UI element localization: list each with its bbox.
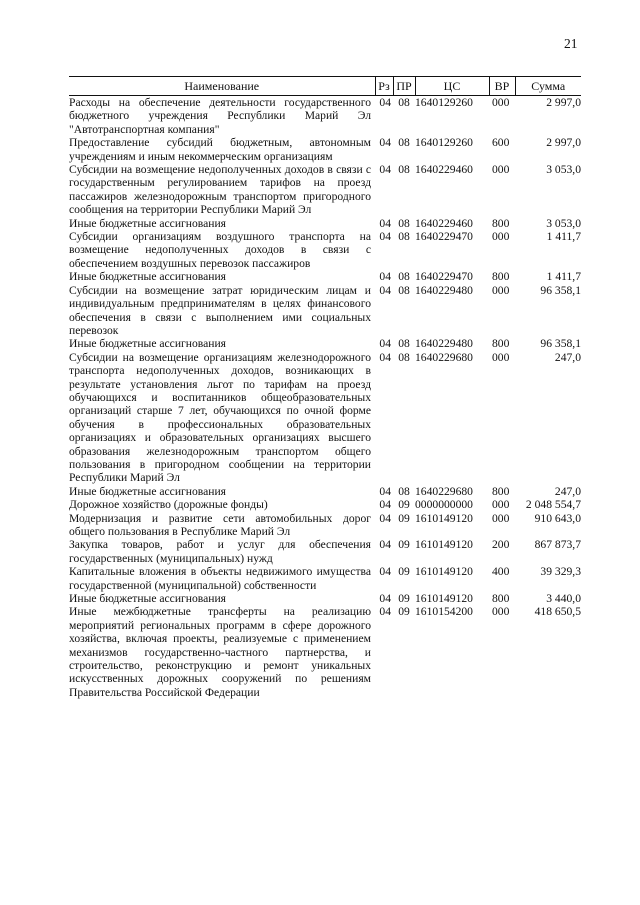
table-row [69,217,581,230]
row-vr: 400 [492,565,510,579]
row-name: Закупка товаров, работ и услуг для обеспечения государственных (муниципальных) нужд [69,538,371,565]
row-name: Иные межбюджетные трансферты на реализацию мероприятий региональных программ в сфере дорожного хозяйства, включая проекты, реализуемые с применением механизмов государственно-частного партнерства, и строительство, реконструкцию и ремонт уникальных искусственных дорожных сооружений по решениям Правительства Российской Федерации [69,605,371,699]
row-pr: 08 [398,216,410,230]
row-cs: 1610149120 [415,511,473,525]
row-rz: 04 [379,96,391,109]
row-sum: 3 053,0 [546,163,581,177]
table-header-row [69,77,581,96]
row-rz: 04 [379,230,391,244]
row-vr: 000 [492,163,510,177]
header-cs: ЦС [415,77,489,96]
row-sum: 910 643,0 [534,511,581,525]
row-cs: 1640229460 [415,163,473,177]
row-cs: 1640229480 [415,283,473,297]
row-pr: 08 [398,163,410,177]
row-rz: 04 [379,270,391,284]
row-pr: 08 [398,484,410,498]
row-rz: 04 [379,538,391,552]
header-sum: Сумма [515,77,581,96]
row-sum: 1 411,7 [546,270,581,284]
row-rz: 04 [379,163,391,177]
row-name: Иные бюджетные ассигнования [69,484,226,498]
table-row [69,136,581,163]
row-vr: 800 [492,270,510,284]
row-cs: 1640229480 [415,337,473,351]
row-name: Дорожное хозяйство (дорожные фонды) [69,498,268,512]
row-sum: 418 650,5 [534,605,581,619]
row-sum: 96 358,1 [540,283,581,297]
row-sum: 39 329,3 [540,565,581,579]
budget-table [69,76,581,699]
table-row [69,565,581,592]
row-sum: 2 048 554,7 [525,498,581,512]
row-name: Предоставление субсидий бюджетным, автономным учреждениям и иным некоммерческим организациям [69,136,371,163]
row-sum: 247,0 [554,350,581,364]
row-name: Субсидии на возмещение недополученных доходов в связи с государственным регулированием тарифов на проезд пассажиров железнодорожным транспортом пригородного сообщения на территории Республики Марий Эл [69,163,371,217]
row-rz: 04 [379,283,391,297]
row-vr: 800 [492,216,510,230]
table-row [69,605,581,699]
table-row [69,592,581,605]
row-cs: 1640229460 [415,216,473,230]
row-vr: 000 [492,511,510,525]
table-row [69,498,581,511]
row-cs: 1610154200 [415,605,473,619]
row-vr: 800 [492,592,510,606]
row-pr: 09 [398,605,410,619]
row-name: Иные бюджетные ассигнования [69,337,226,351]
row-pr: 09 [398,565,410,579]
header-name: Наименование [69,77,375,96]
row-sum: 3 440,0 [546,592,581,606]
row-name: Капитальные вложения в объекты недвижимого имущества государственной (муниципальной) собственности [69,565,371,592]
table-row [69,512,581,539]
row-pr: 08 [398,230,410,244]
row-rz: 04 [379,498,391,512]
table-row [69,351,581,485]
page-number: 21 [564,36,578,51]
row-pr: 08 [398,96,410,109]
row-name: Иные бюджетные ассигнования [69,216,226,230]
row-cs: 1640229470 [415,230,473,244]
row-sum: 3 053,0 [546,216,581,230]
row-cs: 1640129260 [415,136,473,150]
row-name: Субсидии на возмещение организациям железнодорожного транспорта недополученных доходов, возникающих в результате установления льгот по тарифам на проезд обучающихся и воспитанников общеобразовательных организаций старше 7 лет, обучающихся по очной форме обучения в профессиональных образовательных организациях и образовательных организациях высшего образования железнодорожным транспортом общего пользования в пригородном сообщении на территории Республики Марий Эл [69,350,371,485]
row-name: Иные бюджетные ассигнования [69,592,226,606]
row-vr: 000 [492,498,510,512]
row-sum: 867 873,7 [534,538,581,552]
row-vr: 800 [492,337,510,351]
header-rz: Рз [375,77,393,96]
table-row [69,163,581,217]
row-pr: 09 [398,498,410,512]
table-row [69,96,581,137]
row-sum: 96 358,1 [540,337,581,351]
row-name: Субсидии организациям воздушного транспорта на возмещение недополученных доходов в связи с обеспечением воздушных перевозок пассажиров [69,230,371,270]
row-pr: 09 [398,538,410,552]
row-cs: 1640129260 [415,96,473,109]
row-vr: 000 [492,605,510,619]
row-name: Иные бюджетные ассигнования [69,270,226,284]
row-sum: 2 997,0 [546,96,581,109]
table-body [69,96,581,700]
row-sum: 1 411,7 [546,230,581,244]
row-rz: 04 [379,511,391,525]
row-pr: 08 [398,350,410,364]
row-vr: 200 [492,538,510,552]
row-rz: 04 [379,136,391,150]
row-vr: 000 [492,230,510,244]
table-row [69,284,581,338]
row-cs: 1640229470 [415,270,473,284]
table-row [69,230,581,270]
row-pr: 08 [398,270,410,284]
row-cs: 1640229680 [415,484,473,498]
row-rz: 04 [379,484,391,498]
row-rz: 04 [379,337,391,351]
row-name: Модернизация и развитие сети автомобильных дорог общего пользования в Республике Марий Эл [69,511,371,538]
row-vr: 000 [492,350,510,364]
row-sum: 2 997,0 [546,136,581,150]
table-row [69,270,581,283]
row-pr: 09 [398,511,410,525]
row-name: Расходы на обеспечение деятельности государственного бюджетного учреждения Республики Марий Эл "Автотранспортная компания" [69,96,371,136]
row-sum: 247,0 [554,484,581,498]
row-pr: 09 [398,592,410,606]
row-cs: 1610149120 [415,592,473,606]
row-rz: 04 [379,592,391,606]
header-vr: ВР [489,77,515,96]
row-cs: 1610149120 [415,565,473,579]
row-vr: 000 [492,283,510,297]
row-rz: 04 [379,216,391,230]
row-cs: 0000000000 [415,498,473,512]
row-pr: 08 [398,337,410,351]
row-cs: 1610149120 [415,538,473,552]
row-name: Субсидии на возмещение затрат юридическим лицам и индивидуальным предпринимателям в целях финансового обеспечения в связи с выполнением ими социальных перевозок [69,283,371,337]
table-row [69,337,581,350]
row-cs: 1640229680 [415,350,473,364]
row-vr: 800 [492,484,510,498]
row-pr: 08 [398,283,410,297]
row-vr: 600 [492,136,510,150]
table-row [69,485,581,498]
row-rz: 04 [379,565,391,579]
row-vr: 000 [492,96,510,109]
row-pr: 08 [398,136,410,150]
header-pr: ПР [393,77,415,96]
row-rz: 04 [379,605,391,619]
row-rz: 04 [379,350,391,364]
table-row [69,538,581,565]
